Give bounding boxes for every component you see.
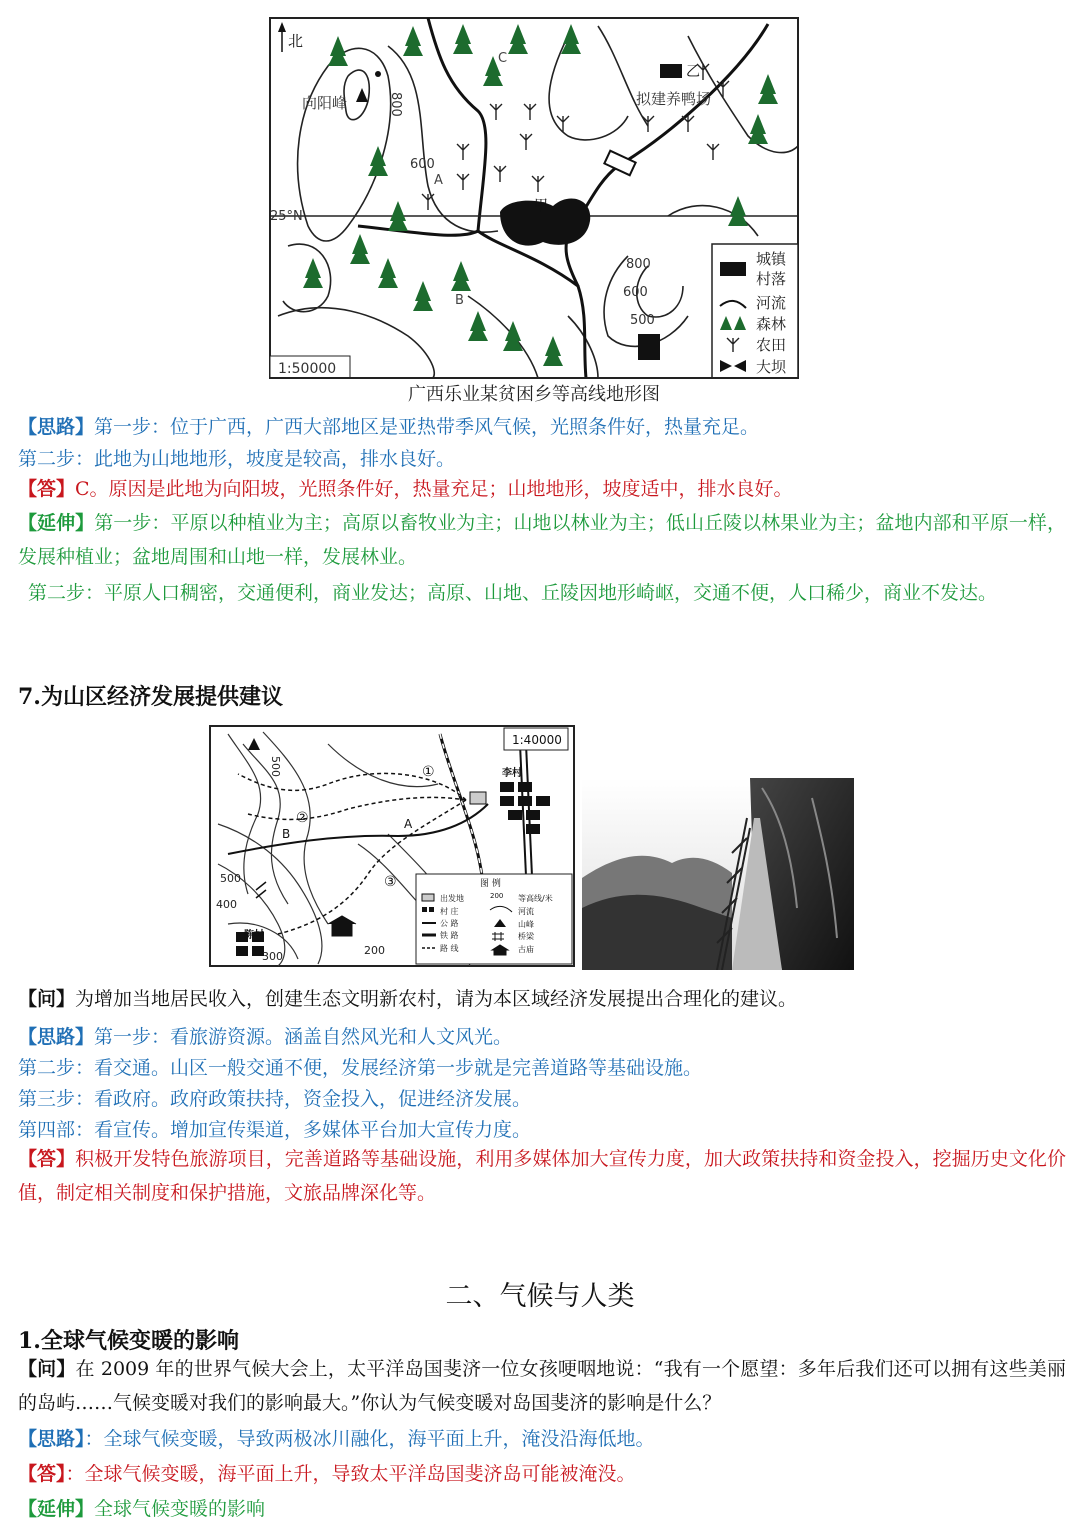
legend2-temple: 古庙: [518, 945, 534, 954]
contour-500: 500: [630, 313, 655, 328]
silu-step1: 【思路】第一步：位于广西，广西大部地区是亚热带季风气候，光照条件好，热量充足。: [18, 416, 760, 438]
contour-200: 200: [364, 944, 385, 957]
extension-climate: 【延伸】全球气候变暖的影响: [18, 1498, 266, 1520]
legend2-peak: 山峰: [518, 920, 534, 929]
question-7: 【问】为增加当地居民收入，创建生态文明新农村，请为本区域经济发展提出合理化的建议。: [18, 988, 798, 1010]
lake-jia-label: 甲: [534, 198, 548, 214]
route-2-label: ②: [296, 810, 309, 826]
contour-400: 400: [216, 898, 237, 911]
extension-step1: 【延伸】第一步：平原以种植业为主；高原以畜牧业为主；山地以林业为主；低山丘陵以林果业为主；盆地内部和平原一样，发展种植业；盆地周围和山地一样，发展林业。: [18, 512, 1066, 568]
duck-farm-label: 拟建养鸭场: [636, 90, 712, 108]
contour-map-licun: [208, 724, 578, 970]
legend2-river: 河流: [518, 907, 534, 916]
answer-climate: 【答】：全球气候变暖，海平面上升，导致太平洋岛国斐济岛可能被淹没。: [18, 1463, 636, 1485]
legend2-start: 出发地: [440, 894, 464, 903]
legend2-bridge: 桥梁: [518, 932, 534, 941]
point-a-label: A: [434, 173, 443, 188]
answer-7: 【答】积极开发特色旅游项目，完善道路等基础设施，利用多媒体加大宣传力度，加大政策扶持和资金投入，挖掘历史文化价值，制定相关制度和保护措施，文旅品牌深化等。: [18, 1148, 1066, 1204]
silu7-step3: 第三步：看政府。政府政策扶持，资金投入，促进经济发展。: [18, 1088, 532, 1110]
latitude-label: 25°N: [270, 209, 303, 224]
cliff-road-photo: [582, 778, 854, 970]
legend2-route: 路 线: [440, 944, 459, 953]
legend-village: 村落: [756, 270, 787, 288]
contour-map-guangxi: [268, 16, 800, 406]
point-c-label: C: [498, 51, 508, 66]
legend-town: 城镇: [756, 250, 787, 268]
chencun-label: 陈村: [244, 930, 264, 941]
legend2-rail: 铁 路: [440, 931, 459, 940]
silu-step2: 第二步：此地为山地地形，坡度是较高，排水良好。: [18, 448, 456, 470]
legend2-contour-sample: 200: [490, 892, 504, 900]
legend-river: 河流: [756, 294, 787, 312]
legend2-road: 公 路: [440, 919, 459, 928]
contour-800-a: 800: [388, 92, 403, 117]
route-1-label: ①: [422, 764, 435, 780]
point-b-label-2: B: [282, 827, 291, 841]
legend-farmland: 农田: [756, 336, 787, 354]
contour-500-b: 500: [220, 872, 241, 885]
route-3-label: ③: [384, 874, 397, 890]
contour-600-b: 600: [623, 285, 648, 300]
point-a-label-2: A: [404, 817, 413, 831]
section-2-heading: 二、气候与人类: [445, 1281, 635, 1312]
map-caption: 广西乐业某贫困乡等高线地形图: [408, 384, 660, 405]
contour-800-b: 800: [626, 257, 651, 272]
legend-forest: 森林: [756, 315, 787, 333]
silu7-step4: 第四部：看宣传。增加宣传渠道，多媒体平台加大宣传力度。: [18, 1119, 532, 1141]
question-climate: 【问】在 2009 年的世界气候大会上，太平洋岛国斐济一位女孩哽咽地说：“我有一个愿望：多年后我们还可以拥有这些美丽的岛屿……气候变暖对我们的影响最大。”你认为气候变暖对岛国斐济的影响是什么？: [18, 1358, 1066, 1414]
section-7-title: 7.为山区经济发展提供建议: [18, 684, 283, 710]
legend2-title: 图 例: [480, 879, 501, 889]
map-scale: 1:50000: [278, 361, 337, 377]
peak-label: 向阳峰: [302, 94, 348, 112]
point-b-label: B: [455, 293, 464, 308]
extension-step2: 第二步：平原人口稠密，交通便利，商业发达；高原、山地、丘陵因地形崎岖，交通不便，人口稀少，商业不发达。: [28, 582, 998, 604]
map2-scale: 1:40000: [512, 733, 562, 747]
contour-600-a: 600: [410, 157, 435, 172]
legend2-village: 村 庄: [440, 907, 459, 916]
answer-6: 【答】C。原因是此地为向阳坡，光照条件好，热量充足；山地地形，坡度适中，排水良好。: [18, 478, 793, 500]
silu7-step1: 【思路】第一步：看旅游资源。涵盖自然风光和人文风光。: [18, 1026, 513, 1048]
village-yi-label: 乙: [686, 64, 700, 80]
legend2-contour: 等高线/米: [518, 894, 553, 903]
section-2-1-title: 1.全球气候变暖的影响: [18, 1328, 239, 1354]
contour-500-a: 500: [269, 756, 282, 777]
licun-label: 李村: [502, 768, 522, 779]
silu-climate: 【思路】：全球气候变暖，导致两极冰川融化，海平面上升，淹没沿海低地。: [18, 1428, 655, 1450]
north-label: 北: [288, 32, 304, 50]
legend-dam: 大坝: [756, 358, 787, 376]
contour-300: 300: [262, 950, 283, 963]
silu7-step2: 第二步：看交通。山区一般交通不便，发展经济第一步就是完善道路等基础设施。: [18, 1057, 703, 1079]
